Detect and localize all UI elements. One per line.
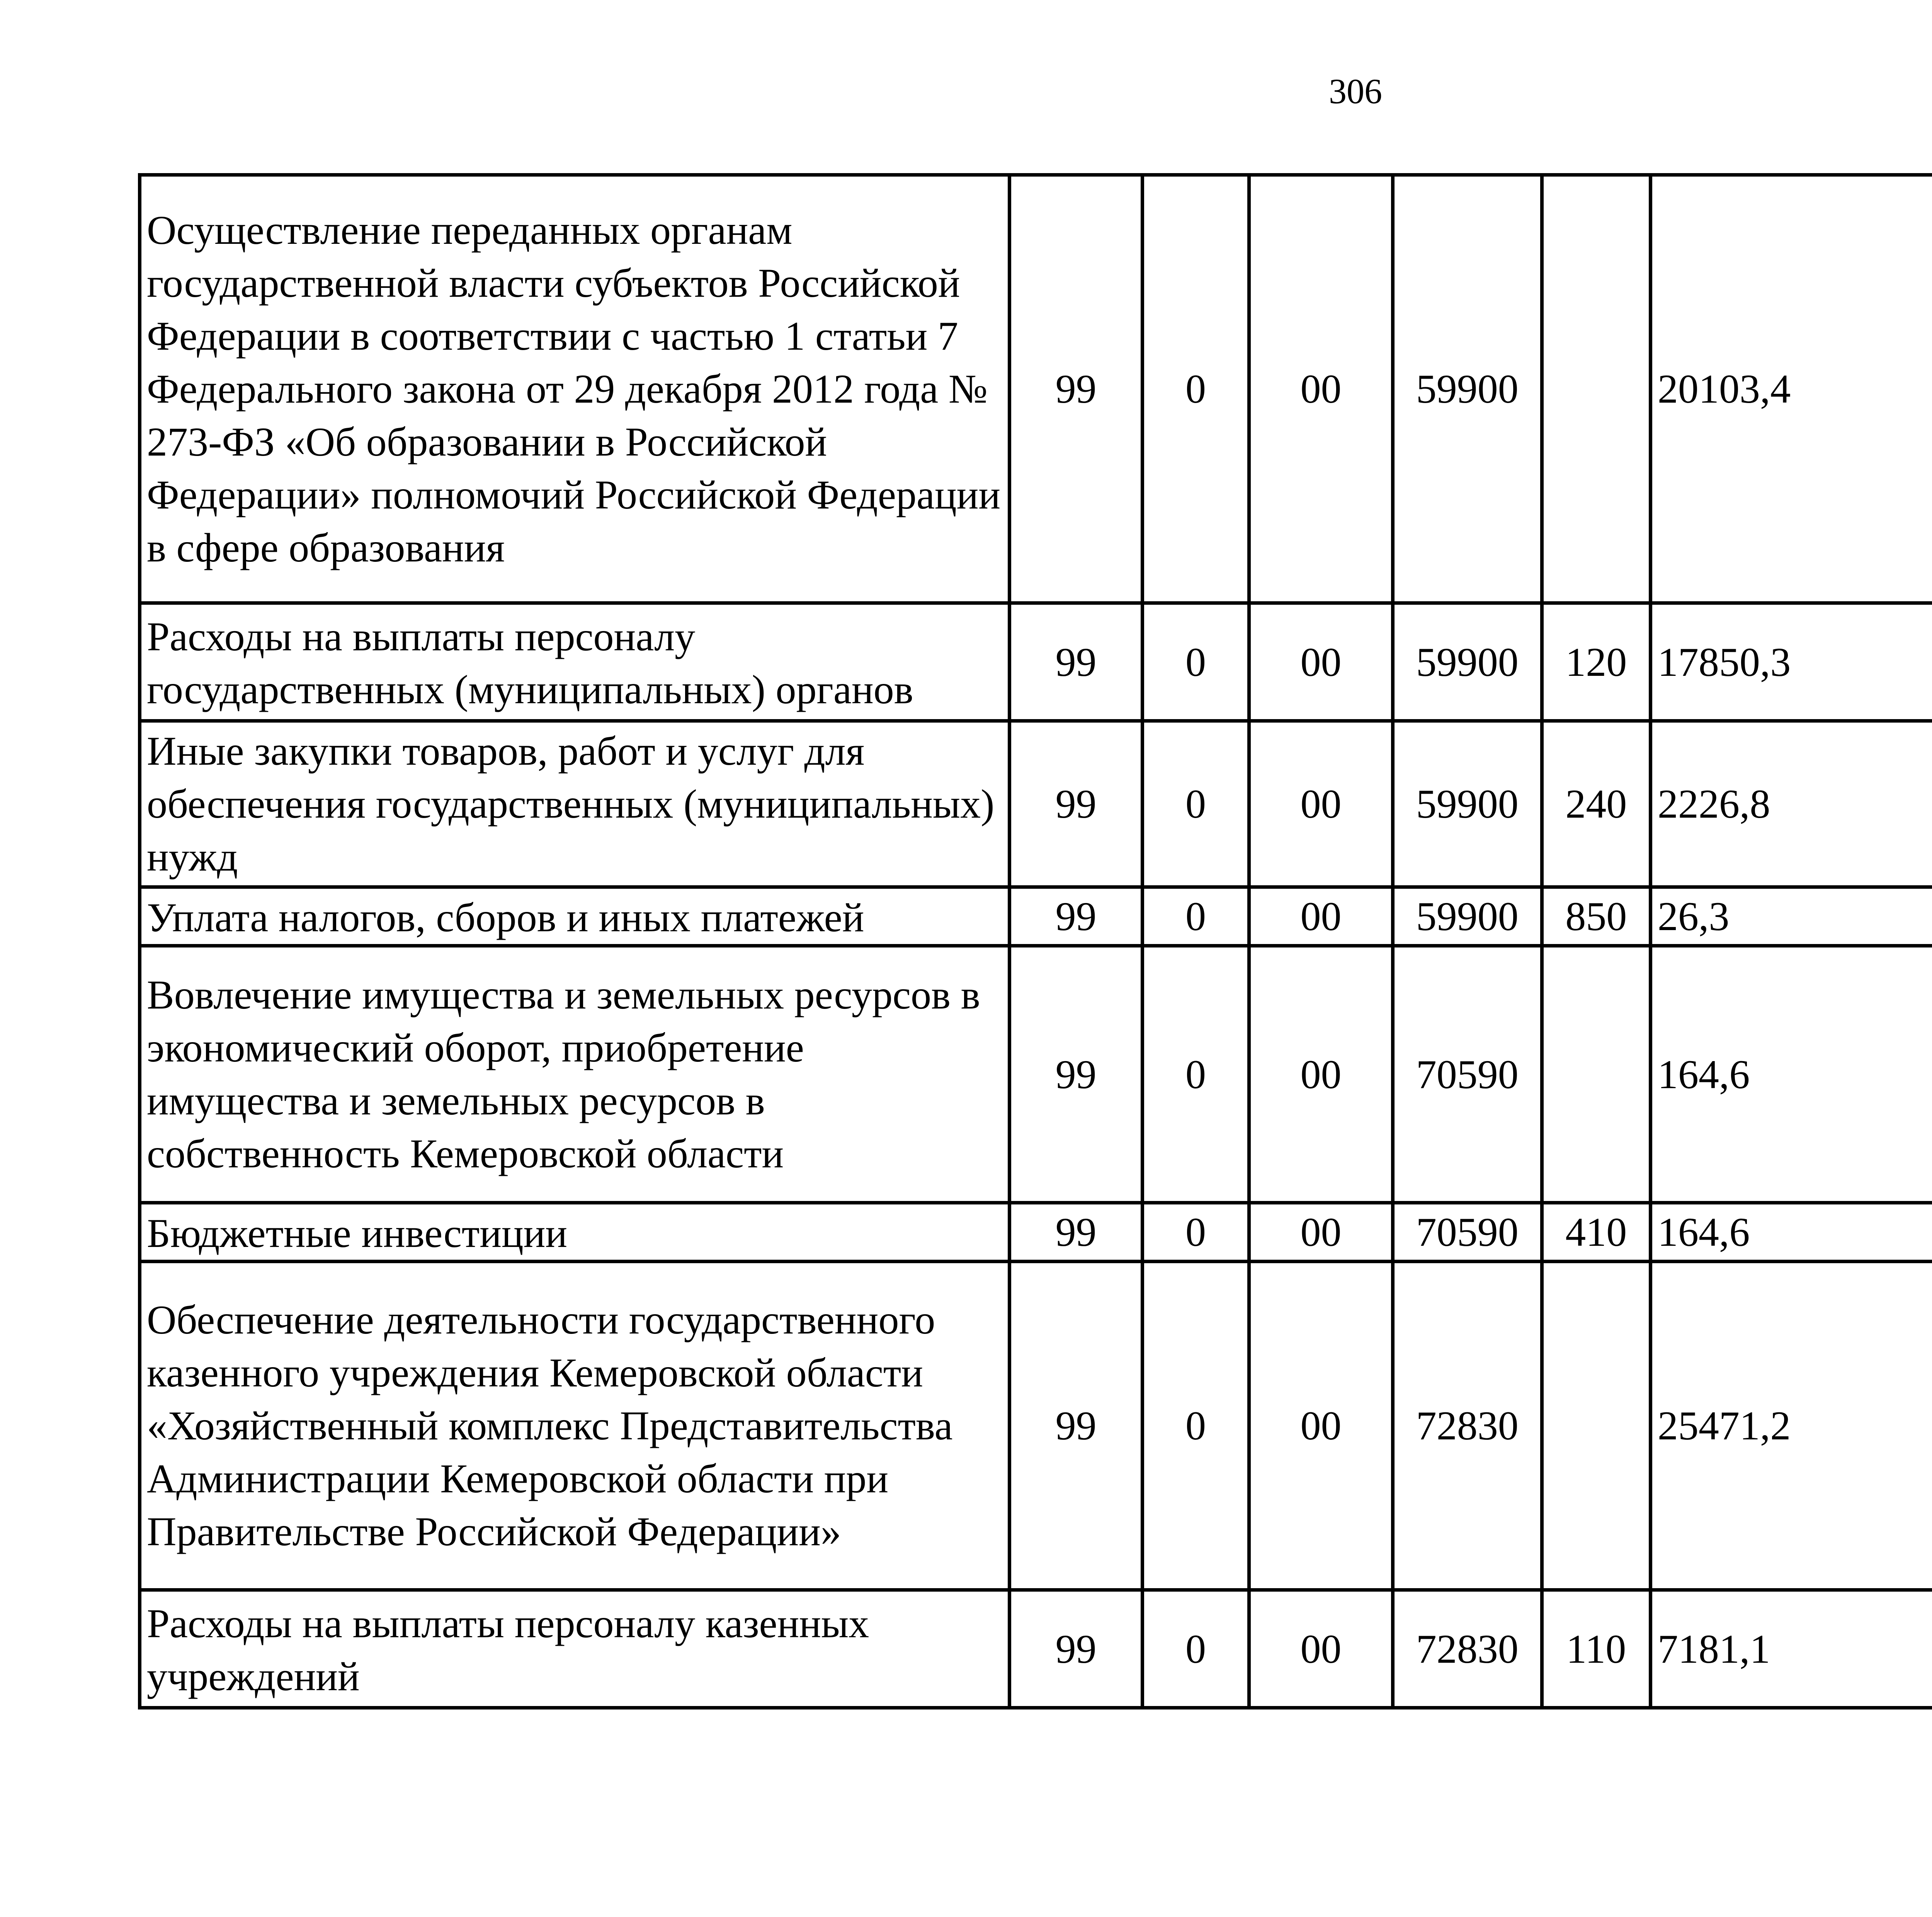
program-code: 99: [1010, 946, 1143, 1203]
table-row: [140, 175, 1932, 603]
direction-code: 00: [1249, 887, 1393, 946]
row-name: Обеспечение деятельности государственного казенного учреждения Кемеровской области «Хозяйственный комплекс Представительства Администрации Кемеровской области при Правительстве Российской Федерации»: [140, 1262, 1010, 1590]
row-name: Уплата налогов, сборов и иных платежей: [140, 887, 1010, 946]
direction-code: 00: [1249, 721, 1393, 887]
expense-code: 72830: [1393, 1590, 1542, 1708]
subprogram-code: 0: [1142, 603, 1249, 721]
expense-type: [1542, 175, 1650, 603]
expense-code: 59900: [1393, 721, 1542, 887]
table-row: [140, 603, 1932, 721]
direction-code: 00: [1249, 946, 1393, 1203]
direction-code: 00: [1249, 1262, 1393, 1590]
table-row: [140, 721, 1932, 887]
amount-year-1: 164,6: [1650, 946, 1932, 1203]
expense-code: 59900: [1393, 603, 1542, 721]
expense-type: 240: [1542, 721, 1650, 887]
row-name: Вовлечение имущества и земельных ресурсов в экономический оборот, приобретение имущества и земельных ресурсов в собственность Кемеровской области: [140, 946, 1010, 1203]
direction-code: 00: [1249, 603, 1393, 721]
amount-year-1: 17850,3: [1650, 603, 1932, 721]
table-row: [140, 1203, 1932, 1262]
subprogram-code: 0: [1142, 1203, 1249, 1262]
expense-code: 59900: [1393, 887, 1542, 946]
program-code: 99: [1010, 603, 1143, 721]
direction-code: 00: [1249, 175, 1393, 603]
row-name: Иные закупки товаров, работ и услуг для обеспечения государственных (муниципальных) нужд: [140, 721, 1010, 887]
amount-year-1: 25471,2: [1650, 1262, 1932, 1590]
expense-type: 850: [1542, 887, 1650, 946]
table-row: [140, 887, 1932, 946]
expense-type: 120: [1542, 603, 1650, 721]
program-code: 99: [1010, 175, 1143, 603]
amount-year-1: 7181,1: [1650, 1590, 1932, 1708]
expense-code: 72830: [1393, 1262, 1542, 1590]
expense-type: [1542, 946, 1650, 1203]
row-name: Бюджетные инвестиции: [140, 1203, 1010, 1262]
program-code: 99: [1010, 1203, 1143, 1262]
expense-code: 70590: [1393, 1203, 1542, 1262]
amount-year-1: 164,6: [1650, 1203, 1932, 1262]
row-name: Осуществление переданных органам государственной власти субъектов Российской Федерации в соответствии с частью 1 статьи 7 Федерального закона от 29 декабря 2012 года № 273-ФЗ «Об образовании в Российской Федерации» полномочий Российской Федерации в сфере образования: [140, 175, 1010, 603]
row-name: Расходы на выплаты персоналу казенных учреждений: [140, 1590, 1010, 1708]
expense-type: 410: [1542, 1203, 1650, 1262]
table-row: [140, 1590, 1932, 1708]
program-code: 99: [1010, 1590, 1143, 1708]
expense-code: 70590: [1393, 946, 1542, 1203]
program-code: 99: [1010, 1262, 1143, 1590]
page-number: 306: [1329, 71, 1382, 111]
subprogram-code: 0: [1142, 887, 1249, 946]
program-code: 99: [1010, 887, 1143, 946]
program-code: 99: [1010, 721, 1143, 887]
table-row: [140, 946, 1932, 1203]
subprogram-code: 0: [1142, 1590, 1249, 1708]
row-name: Расходы на выплаты персоналу государственных (муниципальных) органов: [140, 603, 1010, 721]
expense-type: 110: [1542, 1590, 1650, 1708]
direction-code: 00: [1249, 1203, 1393, 1262]
direction-code: 00: [1249, 1590, 1393, 1708]
table-row: [140, 1262, 1932, 1590]
subprogram-code: 0: [1142, 946, 1249, 1203]
amount-year-1: 26,3: [1650, 887, 1932, 946]
amount-year-1: 2226,8: [1650, 721, 1932, 887]
expense-code: 59900: [1393, 175, 1542, 603]
expense-type: [1542, 1262, 1650, 1590]
subprogram-code: 0: [1142, 1262, 1249, 1590]
amount-year-1: 20103,4: [1650, 175, 1932, 603]
budget-table: [138, 173, 1932, 1709]
subprogram-code: 0: [1142, 175, 1249, 603]
subprogram-code: 0: [1142, 721, 1249, 887]
